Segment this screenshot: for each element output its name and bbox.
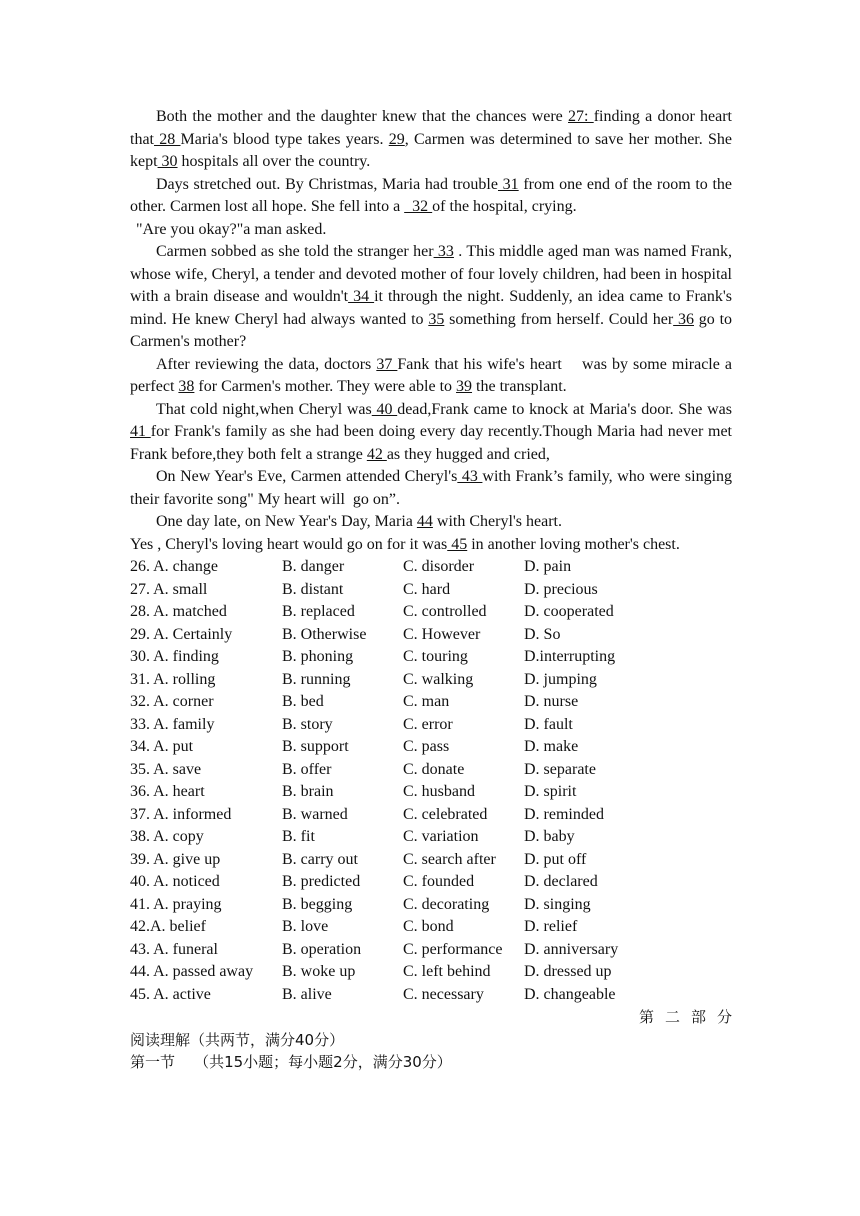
option-b: B. alive — [282, 985, 332, 1003]
blank-40: 40 — [371, 400, 398, 418]
question-list — [130, 556, 732, 1006]
option-b: B. bed — [282, 693, 324, 710]
option-b: B. love — [282, 918, 329, 935]
question-row — [130, 669, 732, 692]
option-a: 27. A. small — [130, 580, 208, 598]
option-c: C. search after — [403, 850, 496, 868]
question-row — [130, 849, 732, 872]
blank-36: 36 — [673, 310, 694, 328]
option-b: B. phoning — [282, 648, 354, 665]
question-row — [130, 579, 732, 602]
question-row — [130, 714, 732, 737]
option-d: D. precious — [524, 580, 598, 598]
option-a: 29. A. Certainly — [130, 625, 233, 643]
option-d: D. changeable — [524, 985, 616, 1003]
option-b: B. brain — [282, 783, 334, 800]
option-b: B. distant — [282, 580, 344, 598]
option-d: D. separate — [524, 760, 596, 778]
option-c: C. However — [403, 625, 481, 643]
question-row — [130, 646, 732, 669]
blank-30: 30 — [157, 153, 178, 170]
option-b: B. offer — [282, 760, 332, 778]
option-b: B. replaced — [282, 603, 355, 620]
question-row — [130, 804, 732, 827]
blank-43: 43 — [457, 468, 483, 485]
option-b: B. begging — [282, 895, 353, 913]
question-row — [130, 556, 732, 579]
option-d: D. put off — [524, 850, 587, 868]
option-c: C. variation — [403, 828, 479, 845]
question-row — [130, 691, 732, 714]
option-b: B. story — [282, 715, 333, 733]
option-a: 33. A. family — [130, 715, 215, 733]
passage-paragraph: Yes , Cheryl's loving heart would go on for it was 45 in another loving mother's chest. — [130, 535, 680, 553]
question-row — [130, 624, 732, 647]
option-c: C. walking — [403, 670, 474, 688]
option-d: D. declared — [524, 873, 598, 890]
option-c: C. necessary — [403, 985, 484, 1003]
option-c: C. performance — [403, 940, 503, 958]
question-row — [130, 759, 732, 782]
question-row — [130, 916, 732, 939]
option-a: 40. A. noticed — [130, 873, 220, 890]
option-c: C. donate — [403, 760, 465, 778]
option-d: D. reminded — [524, 805, 604, 823]
option-d: D. jumping — [524, 670, 597, 688]
passage-paragraph: Both the mother and the daughter knew that the chances were 27: finding a donor heart that 28 Maria's blood type takes years. 29, Carmen was determined to save her mother. She kept 30 hospitals all over the country. — [130, 108, 733, 170]
option-d: D. dressed up — [524, 963, 612, 980]
blank-32: 32 — [404, 198, 433, 215]
option-b: B. operation — [282, 940, 362, 958]
option-c: C. disorder — [403, 558, 475, 575]
blank-39: 39 — [456, 378, 473, 395]
blank-29: 29 — [388, 130, 405, 148]
option-d: D. singing — [524, 895, 591, 913]
option-a: 44. A. passed away — [130, 963, 254, 980]
passage-paragraph: After reviewing the data, doctors 37 Fank that his wife's heart was by some miracle a perfect 38 for Carmen's mother. They were able to 39 the transplant. — [130, 355, 737, 395]
option-a: 39. A. give up — [130, 850, 221, 868]
option-a: 41. A. praying — [130, 895, 222, 913]
option-b: B. Otherwise — [282, 625, 367, 643]
blank-44: 44 — [416, 513, 433, 530]
option-d: D. spirit — [524, 783, 577, 800]
question-row — [130, 601, 732, 624]
blank-45: 45 — [447, 535, 468, 553]
option-a: 34. A. put — [130, 738, 194, 755]
option-d: D.interrupting — [524, 648, 616, 665]
option-d: D. anniversary — [524, 940, 619, 958]
option-c: C. husband — [403, 783, 475, 800]
option-d: D. relief — [524, 918, 578, 935]
blank-42: 42 — [366, 445, 387, 463]
option-a: 30. A. finding — [130, 648, 219, 665]
option-c: C. celebrated — [403, 805, 488, 823]
passage-paragraph: "Are you okay?"a man asked. — [136, 220, 327, 238]
question-row — [130, 781, 732, 804]
option-d: D. cooperated — [524, 603, 614, 620]
option-d: D. baby — [524, 828, 575, 845]
passage-paragraph: Carmen sobbed as she told the stranger her 33 . This middle aged man was named Frank, whose wife, Cheryl, a tender and devoted mother of four lovely children, had been in hospital with a brain disease and wouldn't 34 it through the night. Suddenly, an idea came to Frank's mind. He knew Cheryl had always wanted to 35 something from herself. Could her 36 go to Carmen's mother? — [130, 243, 733, 350]
option-d: D. make — [524, 738, 579, 755]
option-a: 31. A. rolling — [130, 670, 216, 688]
option-c: C. bond — [403, 918, 454, 935]
option-a: 37. A. informed — [130, 805, 232, 823]
option-c: C. error — [403, 715, 453, 733]
question-row — [130, 736, 732, 759]
option-a: 38. A. copy — [130, 828, 204, 845]
question-row — [130, 871, 732, 894]
option-b: B. running — [282, 670, 351, 688]
passage-paragraph: That cold night,when Cheryl was 40 dead,Frank came to knock at Maria's door. She was 41 for Frank's family as she had been doing every day recently.Though Maria had never met Frank before,they both felt a strange 42 as they hugged and cried, — [130, 400, 733, 463]
section-title: 阅读理解（共两节，满分40分） — [130, 1030, 345, 1049]
passage-paragraph: One day late, on New Year's Day, Maria 44 with Cheryl's heart. — [156, 513, 562, 530]
blank-37: 37 — [376, 355, 398, 373]
question-row — [130, 894, 732, 917]
blank-41: 41 — [130, 423, 151, 440]
option-c: C. founded — [403, 873, 475, 890]
option-c: C. pass — [403, 738, 450, 755]
blank-31: 31 — [497, 175, 519, 193]
option-c: C. decorating — [403, 895, 490, 913]
passage-paragraph: On New Year's Eve, Carmen attended Cheryl's 43 with Frank’s family, who were singing their favorite song" My heart will go on”. — [130, 468, 737, 508]
option-d: D. nurse — [524, 693, 579, 710]
option-a: 45. A. active — [130, 985, 211, 1003]
option-b: B. woke up — [282, 963, 356, 980]
question-row — [130, 826, 732, 849]
question-row — [130, 984, 732, 1007]
blank-27: 27: — [568, 108, 594, 125]
blank-28: 28 — [154, 130, 181, 148]
exam-page — [130, 106, 743, 1074]
part-heading: 第二部分 — [638, 1008, 743, 1026]
option-b: B. support — [282, 738, 349, 755]
option-c: C. touring — [403, 648, 468, 665]
option-b: B. carry out — [282, 850, 358, 868]
option-a: 32. A. corner — [130, 693, 214, 710]
blank-38: 38 — [178, 378, 195, 395]
option-a: 28. A. matched — [130, 603, 227, 620]
option-a: 35. A. save — [130, 760, 202, 778]
option-c: C. hard — [403, 580, 451, 598]
blank-35: 35 — [428, 310, 445, 328]
option-d: D. So — [524, 625, 561, 643]
blank-33: 33 — [433, 243, 454, 260]
question-row — [130, 939, 732, 962]
subsection-title: 第一节 （共15小题；每小题2分，满分30分） — [130, 1053, 452, 1071]
blank-34: 34 — [348, 288, 375, 305]
option-b: B. fit — [282, 828, 315, 845]
option-b: B. warned — [282, 805, 348, 823]
option-a: 26. A. change — [130, 558, 218, 575]
option-d: D. pain — [524, 558, 572, 575]
option-b: B. predicted — [282, 873, 361, 890]
option-a: 42.A. belief — [130, 918, 206, 935]
option-c: C. controlled — [403, 603, 487, 620]
option-b: B. danger — [282, 558, 345, 575]
question-row — [130, 961, 732, 984]
passage-paragraph: Days stretched out. By Christmas, Maria had trouble 31 from one end of the room to the other. Carmen lost all hope. She fell into a 32 of the hospital, crying. — [130, 175, 733, 215]
option-a: 43. A. funeral — [130, 940, 218, 958]
option-a: 36. A. heart — [130, 783, 205, 800]
option-d: D. fault — [524, 715, 573, 733]
option-c: C. left behind — [403, 963, 491, 980]
option-c: C. man — [403, 693, 450, 710]
